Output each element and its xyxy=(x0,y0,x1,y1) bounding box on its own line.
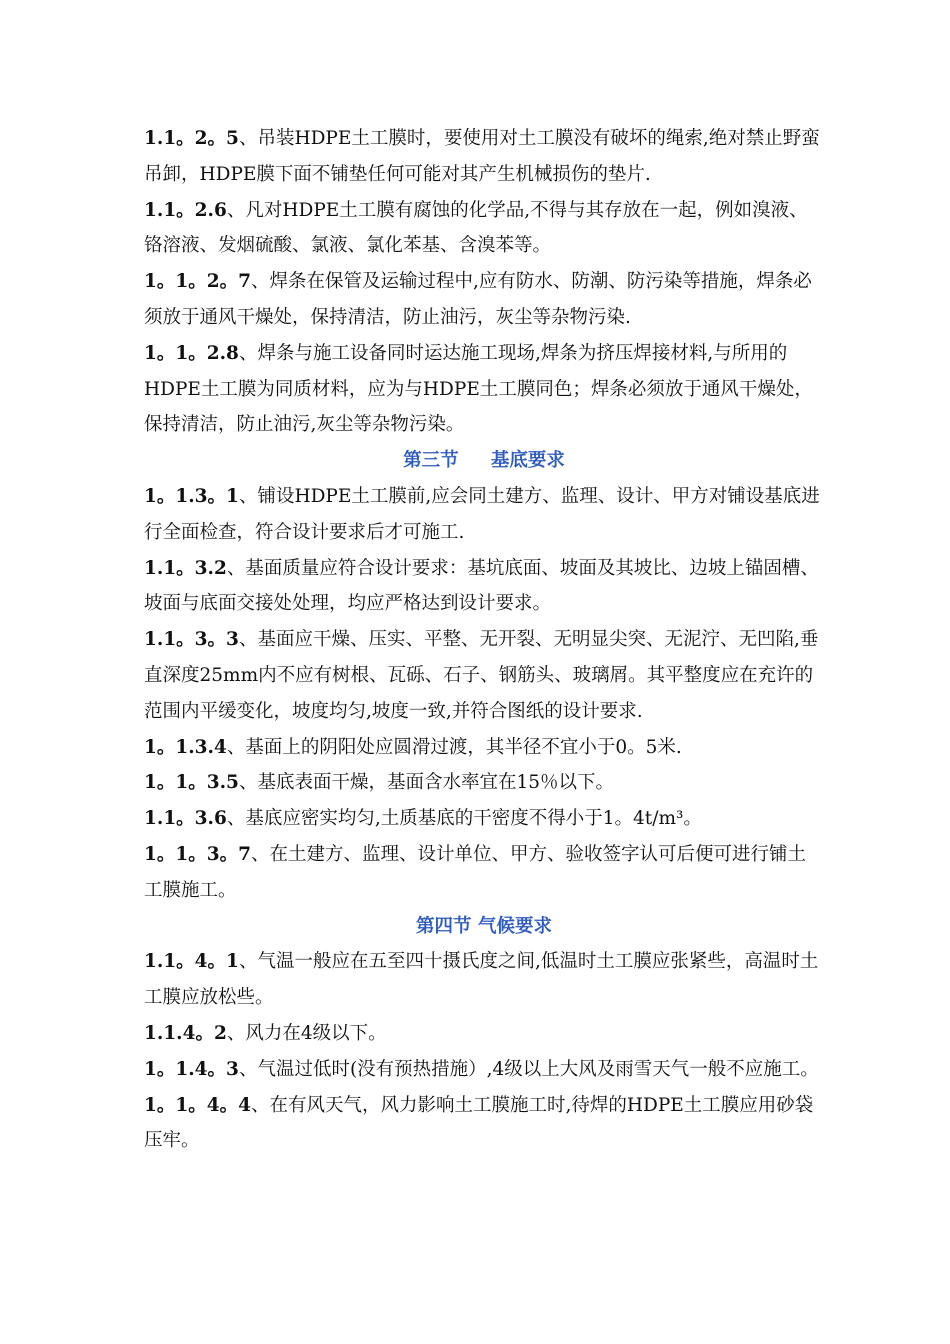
clause-1-1-4-2 xyxy=(144,1016,824,1052)
clause-1-1-3-3 xyxy=(144,622,824,729)
clause-number: 1。1.4。3 xyxy=(144,1058,239,1080)
clause-number: 1.1。3。3 xyxy=(144,629,239,651)
clause-text: 、凡对HDPE土工膜有腐蚀的化学品,不得与其存放在一起，例如溴液、铬溶液、发烟硫酸、氯液、氯化苯基、含溴苯等。 xyxy=(144,199,808,257)
clause-text: 、吊装HDPE土工膜时，要使用对土工膜没有破坏的绳索,绝对禁止野蛮吊卸，HDPE膜下面不铺垫任何可能对其产生机械损伤的垫片. xyxy=(144,128,820,185)
clause-number: 1。1。3.5 xyxy=(144,772,239,794)
clause-text: 、气温过低时(没有预热措施）,4级以上大风及雨雪天气一般不应施工。 xyxy=(238,1058,819,1080)
clause-text: 、铺设HDPE土工膜前,应会同土建方、监理、设计、甲方对铺设基底进行全面检查，符合设计要求后才可施工. xyxy=(144,485,820,543)
clause-number: 1。1.3。1 xyxy=(144,485,239,507)
clause-1-1-4-1 xyxy=(144,944,824,1016)
section-heading-3: 第三节 基底要求 xyxy=(403,450,565,472)
clause-text: 、焊条在保管及运输过程中,应有防水、防潮、防污染等措施，焊条必须放于通风干燥处，保持清洁，防止油污，灰尘等杂物污染. xyxy=(144,271,812,328)
clause-1-1-2-6 xyxy=(144,193,824,265)
clause-number: 1。1。2。7 xyxy=(144,271,251,293)
clause-text: 、焊条与施工设备同时运达施工现场,焊条为挤压焊接材料,与所用的HDPE土工膜为同质材料，应为与HDPE土工膜同色；焊条必须放于通风干燥处，保持清洁，防止油污,灰尘等杂物污染。 xyxy=(144,342,813,436)
clause-text: 、基面上的阴阳处应圆滑过渡，其半径不宜小于0。5米. xyxy=(226,736,682,758)
clause-text: 、基底表面干燥，基面含水率宜在15％以下。 xyxy=(238,772,614,794)
document-body xyxy=(144,121,824,1159)
clause-1-1-3-2 xyxy=(144,551,824,623)
clause-1-1-3-4 xyxy=(144,730,824,766)
clause-number: 1.1。2。5 xyxy=(144,128,239,149)
clause-1-1-3-6 xyxy=(144,801,824,837)
clause-1-1-3-1 xyxy=(144,479,824,551)
clause-text: 、在有风天气，风力影响土工膜施工时,待焊的HDPE土工膜应用砂袋压牢。 xyxy=(144,1094,814,1152)
clause-1-1-3-7 xyxy=(144,837,824,909)
clause-1-1-3-5 xyxy=(144,765,824,801)
clause-text: 、基面应干燥、压实、平整、无开裂、无明显尖突、无泥泞、无凹陷,垂直深度25mm内不应有树根、瓦砾、石子、钢筋头、玻璃屑。其平整度应在充许的范围内平缓变化，坡度均匀,坡度一致,并符合图纸的设计要求. xyxy=(144,629,819,722)
clause-number: 1。1.3.4 xyxy=(144,736,227,758)
clause-1-1-4-4 xyxy=(144,1088,824,1160)
clause-number: 1.1。3.2 xyxy=(144,557,227,579)
clause-1-1-2-7 xyxy=(144,264,824,336)
clause-1-1-2-5 xyxy=(144,121,824,193)
clause-number: 1.1。2.6 xyxy=(144,199,227,221)
clause-text: 、基面质量应符合设计要求：基坑底面、坡面及其坡比、边坡上锚固槽、坡面与底面交接处处理，均应严格达到设计要求。 xyxy=(144,557,819,615)
clause-number: 1.1。3.6 xyxy=(144,808,227,830)
clause-number: 1.1.4。2 xyxy=(144,1022,227,1044)
clause-text: 、基底应密实均匀,土质基底的干密度不得小于1。4t/m³。 xyxy=(226,808,702,830)
clause-text: 、在土建方、监理、设计单位、甲方、验收签字认可后便可进行铺土工膜施工。 xyxy=(144,843,807,901)
clause-1-1-4-3 xyxy=(144,1052,824,1088)
clause-1-1-2-8 xyxy=(144,336,824,443)
clause-text: 、风力在4级以下。 xyxy=(226,1022,387,1044)
clause-number: 1。1。3。7 xyxy=(144,843,251,865)
clause-number: 1。1。4。4 xyxy=(144,1094,251,1116)
section-heading-4: 第四节 气候要求 xyxy=(416,915,552,937)
clause-number: 1.1。4。1 xyxy=(144,951,239,973)
clause-text: 、气温一般应在五至四十摄氏度之间,低温时土工膜应张紧些，高温时土工膜应放松些。 xyxy=(144,951,819,1009)
clause-number: 1。1。2.8 xyxy=(144,342,239,364)
